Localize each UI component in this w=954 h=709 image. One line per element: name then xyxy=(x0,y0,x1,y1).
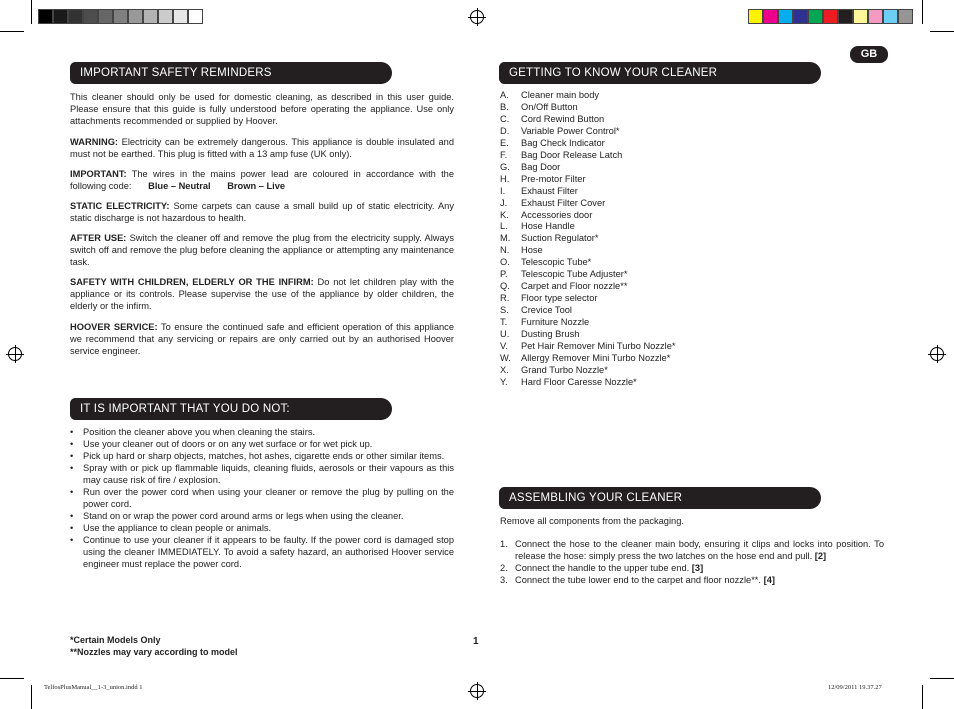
part-item xyxy=(500,341,675,353)
footnotes xyxy=(70,635,238,658)
process-swatch xyxy=(883,9,898,24)
parts-list xyxy=(500,90,675,389)
part-letter: X. xyxy=(500,364,509,375)
assembly-step xyxy=(500,562,884,574)
part-item xyxy=(500,305,675,317)
part-name: Telescopic Tube* xyxy=(521,257,592,268)
warning-paragraph xyxy=(70,136,454,160)
do-not-item: • Continue to use your cleaner if it appears to be faulty. If the power cord is damaged stop using the cleaner IMMEDIATELY. To avoid a safety hazard, an authorised Hoover service engineer must replace the power cord. xyxy=(70,534,454,570)
part-name: On/Off Button xyxy=(521,101,578,112)
part-letter: Q. xyxy=(500,281,510,292)
gray-swatch xyxy=(188,9,203,24)
part-item xyxy=(500,245,675,257)
part-letter: T. xyxy=(500,317,508,328)
after-use-text: Switch the cleaner off and remove the plug from the electricity supply. Always switch off and remove the plug before cleaning the appliance or attempting any maintenance task. xyxy=(70,233,454,267)
assemble-intro: Remove all components from the packaging. xyxy=(500,516,684,526)
part-letter: H. xyxy=(500,173,510,184)
gray-swatch xyxy=(98,9,113,24)
part-item xyxy=(500,210,675,222)
children-label: SAFETY WITH CHILDREN, ELDERLY OR THE INFIRM: xyxy=(70,277,314,287)
step-body xyxy=(515,562,703,574)
part-letter: Y. xyxy=(500,376,508,387)
part-name: Crevice Tool xyxy=(521,305,572,316)
part-letter: L. xyxy=(500,221,508,232)
gray-swatch xyxy=(113,9,128,24)
part-letter: N. xyxy=(500,245,510,256)
service-text: To ensure the continued safe and efficient operation of this appliance we recommend that any servicing or repairs are only carried out by an authorised Hoover service engineer. xyxy=(70,322,454,356)
do-not-item: • Stand on or wrap the power cord around arms or legs when using the cleaner. xyxy=(70,510,454,522)
part-letter: G. xyxy=(500,161,510,172)
part-letter: U. xyxy=(500,329,510,340)
process-swatch xyxy=(853,9,868,24)
part-item xyxy=(500,174,675,186)
part-letter: I. xyxy=(500,185,506,196)
static-label: STATIC ELECTRICITY: xyxy=(70,201,170,211)
step-text: Connect the handle to the upper tube end. xyxy=(515,563,690,573)
process-swatch xyxy=(838,9,853,24)
part-item xyxy=(500,126,675,138)
color-bar-grayscale xyxy=(38,9,203,24)
part-item xyxy=(500,329,675,341)
date-slug: 12/09/2011 19.37.27 xyxy=(828,684,882,691)
static-paragraph xyxy=(70,200,454,224)
do-not-item: • Position the cleaner above you when cleaning the stairs. xyxy=(70,426,454,438)
part-name: Hard Floor Caresse Nozzle* xyxy=(521,376,637,387)
part-letter: C. xyxy=(500,113,510,124)
getting-to-know-heading: GETTING TO KNOW YOUR CLEANER xyxy=(499,62,821,84)
part-name: Hose xyxy=(521,245,543,256)
part-name: Suction Regulator* xyxy=(521,233,599,244)
registration-mark-bottom xyxy=(470,684,484,698)
registration-mark-top xyxy=(470,10,484,24)
part-item xyxy=(500,138,675,150)
part-item xyxy=(500,293,675,305)
code-brown: Brown – Live xyxy=(227,181,286,191)
warning-label: WARNING: xyxy=(70,137,119,147)
service-label: HOOVER SERVICE: xyxy=(70,322,158,332)
part-name: Cord Rewind Button xyxy=(521,113,605,124)
part-item xyxy=(500,377,675,389)
process-swatch xyxy=(823,9,838,24)
part-name: Furniture Nozzle xyxy=(521,317,590,328)
gray-swatch xyxy=(143,9,158,24)
color-bar-process xyxy=(748,9,913,24)
step-number: 3. xyxy=(500,575,508,585)
part-letter: A. xyxy=(500,90,509,100)
part-letter: R. xyxy=(500,293,510,304)
after-use-label: AFTER USE: xyxy=(70,233,127,243)
part-item xyxy=(500,198,675,210)
page-number: 1 xyxy=(473,636,479,647)
important-text: The wires in the mains power lead are coloured in accordance with the following code: xyxy=(70,169,454,191)
figure-ref: [3] xyxy=(691,563,704,573)
part-name: Dusting Brush xyxy=(521,329,580,340)
code-blue: Blue – Neutral xyxy=(148,181,211,191)
after-use-paragraph xyxy=(70,232,454,268)
part-item xyxy=(500,150,675,162)
gray-swatch xyxy=(38,9,53,24)
part-letter: B. xyxy=(500,101,509,112)
part-letter: M. xyxy=(500,233,511,244)
process-swatch xyxy=(748,9,763,24)
static-text: Some carpets can cause a small build up of static electricity. Any static discharge is not hazardous to health. xyxy=(70,201,454,223)
step-text: Connect the hose to the cleaner main body, ensuring it clips and locks into position. To release the hose: simply press the two latches on the hose end and pull. xyxy=(515,539,884,561)
part-name: Cleaner main body xyxy=(521,90,600,100)
part-name: Hose Handle xyxy=(521,221,575,232)
warning-text: Electricity can be extremely dangerous. This appliance is double insulated and must not be earthed. This plug is fitted with a 13 amp fuse (UK only). xyxy=(70,137,454,159)
part-letter: W. xyxy=(500,352,511,363)
service-paragraph xyxy=(70,321,454,357)
assembling-heading: ASSEMBLING YOUR CLEANER xyxy=(499,487,821,509)
process-swatch xyxy=(793,9,808,24)
gray-swatch xyxy=(173,9,188,24)
part-letter: K. xyxy=(500,209,509,220)
footnote-certain-models: *Certain Models Only xyxy=(70,635,161,645)
process-swatch xyxy=(898,9,913,24)
do-not-item: • Spray with or pick up flammable liquids, cleaning fluids, aerosols or their vapours as this may cause risk of fire / explosion. xyxy=(70,462,454,486)
process-swatch xyxy=(808,9,823,24)
part-item xyxy=(500,281,675,293)
step-body xyxy=(515,574,775,586)
part-item xyxy=(500,114,675,126)
part-name: Bag Check Indicator xyxy=(521,137,605,148)
gray-swatch xyxy=(158,9,173,24)
do-not-item: • Pick up hard or sharp objects, matches, hot ashes, cigarette ends or other similar items. xyxy=(70,450,454,462)
part-item xyxy=(500,162,675,174)
registration-mark-left xyxy=(8,347,22,361)
part-name: Accessories door xyxy=(521,209,593,220)
part-name: Variable Power Control* xyxy=(521,125,620,136)
important-paragraph xyxy=(70,168,454,192)
part-item xyxy=(500,257,675,269)
part-letter: J. xyxy=(500,197,508,208)
step-number: 2. xyxy=(500,563,508,573)
children-text: Do not let children play with the appliance or its controls. Please supervise the use of the appliance by older children, the elderly or the infirm. xyxy=(70,277,455,311)
figure-ref: [4] xyxy=(763,575,775,585)
part-item xyxy=(500,90,675,102)
part-letter: E. xyxy=(500,137,509,148)
assembly-steps xyxy=(500,538,884,586)
do-not-item: • Use your cleaner out of doors or on any wet surface or for wet pick up. xyxy=(70,438,454,450)
part-name: Exhaust Filter Cover xyxy=(521,197,606,208)
part-letter: D. xyxy=(500,125,510,136)
do-not-item: • Run over the power cord when using your cleaner or remove the plug by pulling on the power cord. xyxy=(70,486,454,510)
process-swatch xyxy=(763,9,778,24)
figure-ref: [2] xyxy=(814,551,827,561)
intro-paragraph: This cleaner should only be used for domestic cleaning, as described in this user guide. Please ensure that this guide is fully understood before operating the appliance. Use only attachments recommended or supplied by Hoover. xyxy=(70,92,454,126)
part-item xyxy=(500,353,675,365)
step-number: 1. xyxy=(500,539,508,549)
important-label: IMPORTANT: xyxy=(70,169,127,179)
gray-swatch xyxy=(83,9,98,24)
step-text: Connect the tube lower end to the carpet and floor nozzle**. xyxy=(515,575,762,585)
assembly-step xyxy=(500,538,884,562)
language-badge: GB xyxy=(850,46,888,63)
safety-reminders-heading: IMPORTANT SAFETY REMINDERS xyxy=(70,62,392,84)
step-body xyxy=(515,538,884,562)
part-letter: S. xyxy=(500,305,509,316)
process-swatch xyxy=(868,9,883,24)
part-name: Pre-motor Filter xyxy=(521,173,586,184)
file-slug: TelfosPlusManual__1-3_union.indd 1 xyxy=(44,684,143,691)
part-item xyxy=(500,365,675,377)
do-not-list xyxy=(70,426,454,570)
part-name: Bag Door Release Latch xyxy=(521,149,623,160)
do-not-item: • Use the appliance to clean people or animals. xyxy=(70,522,454,534)
footnote-nozzles: **Nozzles may vary according to model xyxy=(70,646,238,657)
gray-swatch xyxy=(128,9,143,24)
gray-swatch xyxy=(68,9,83,24)
part-name: Carpet and Floor nozzle** xyxy=(521,281,628,292)
registration-mark-right xyxy=(930,347,944,361)
part-item xyxy=(500,102,675,114)
process-swatch xyxy=(778,9,793,24)
part-name: Allergy Remover Mini Turbo Nozzle* xyxy=(521,352,671,363)
part-item xyxy=(500,269,675,281)
part-item xyxy=(500,186,675,198)
part-name: Exhaust Filter xyxy=(521,185,578,196)
part-letter: O. xyxy=(500,257,510,268)
part-name: Telescopic Tube Adjuster* xyxy=(521,269,628,280)
part-item xyxy=(500,221,675,233)
part-name: Floor type selector xyxy=(521,293,598,304)
part-name: Pet Hair Remover Mini Turbo Nozzle* xyxy=(521,341,676,352)
part-item xyxy=(500,317,675,329)
children-paragraph xyxy=(70,276,454,312)
part-letter: F. xyxy=(500,149,508,160)
part-letter: P. xyxy=(500,269,508,280)
assembly-step xyxy=(500,574,884,586)
gray-swatch xyxy=(53,9,68,24)
part-letter: V. xyxy=(500,341,508,352)
part-name: Bag Door xyxy=(521,161,561,172)
part-item xyxy=(500,233,675,245)
part-name: Grand Turbo Nozzle* xyxy=(521,364,608,375)
do-not-heading: IT IS IMPORTANT THAT YOU DO NOT: xyxy=(70,398,392,420)
